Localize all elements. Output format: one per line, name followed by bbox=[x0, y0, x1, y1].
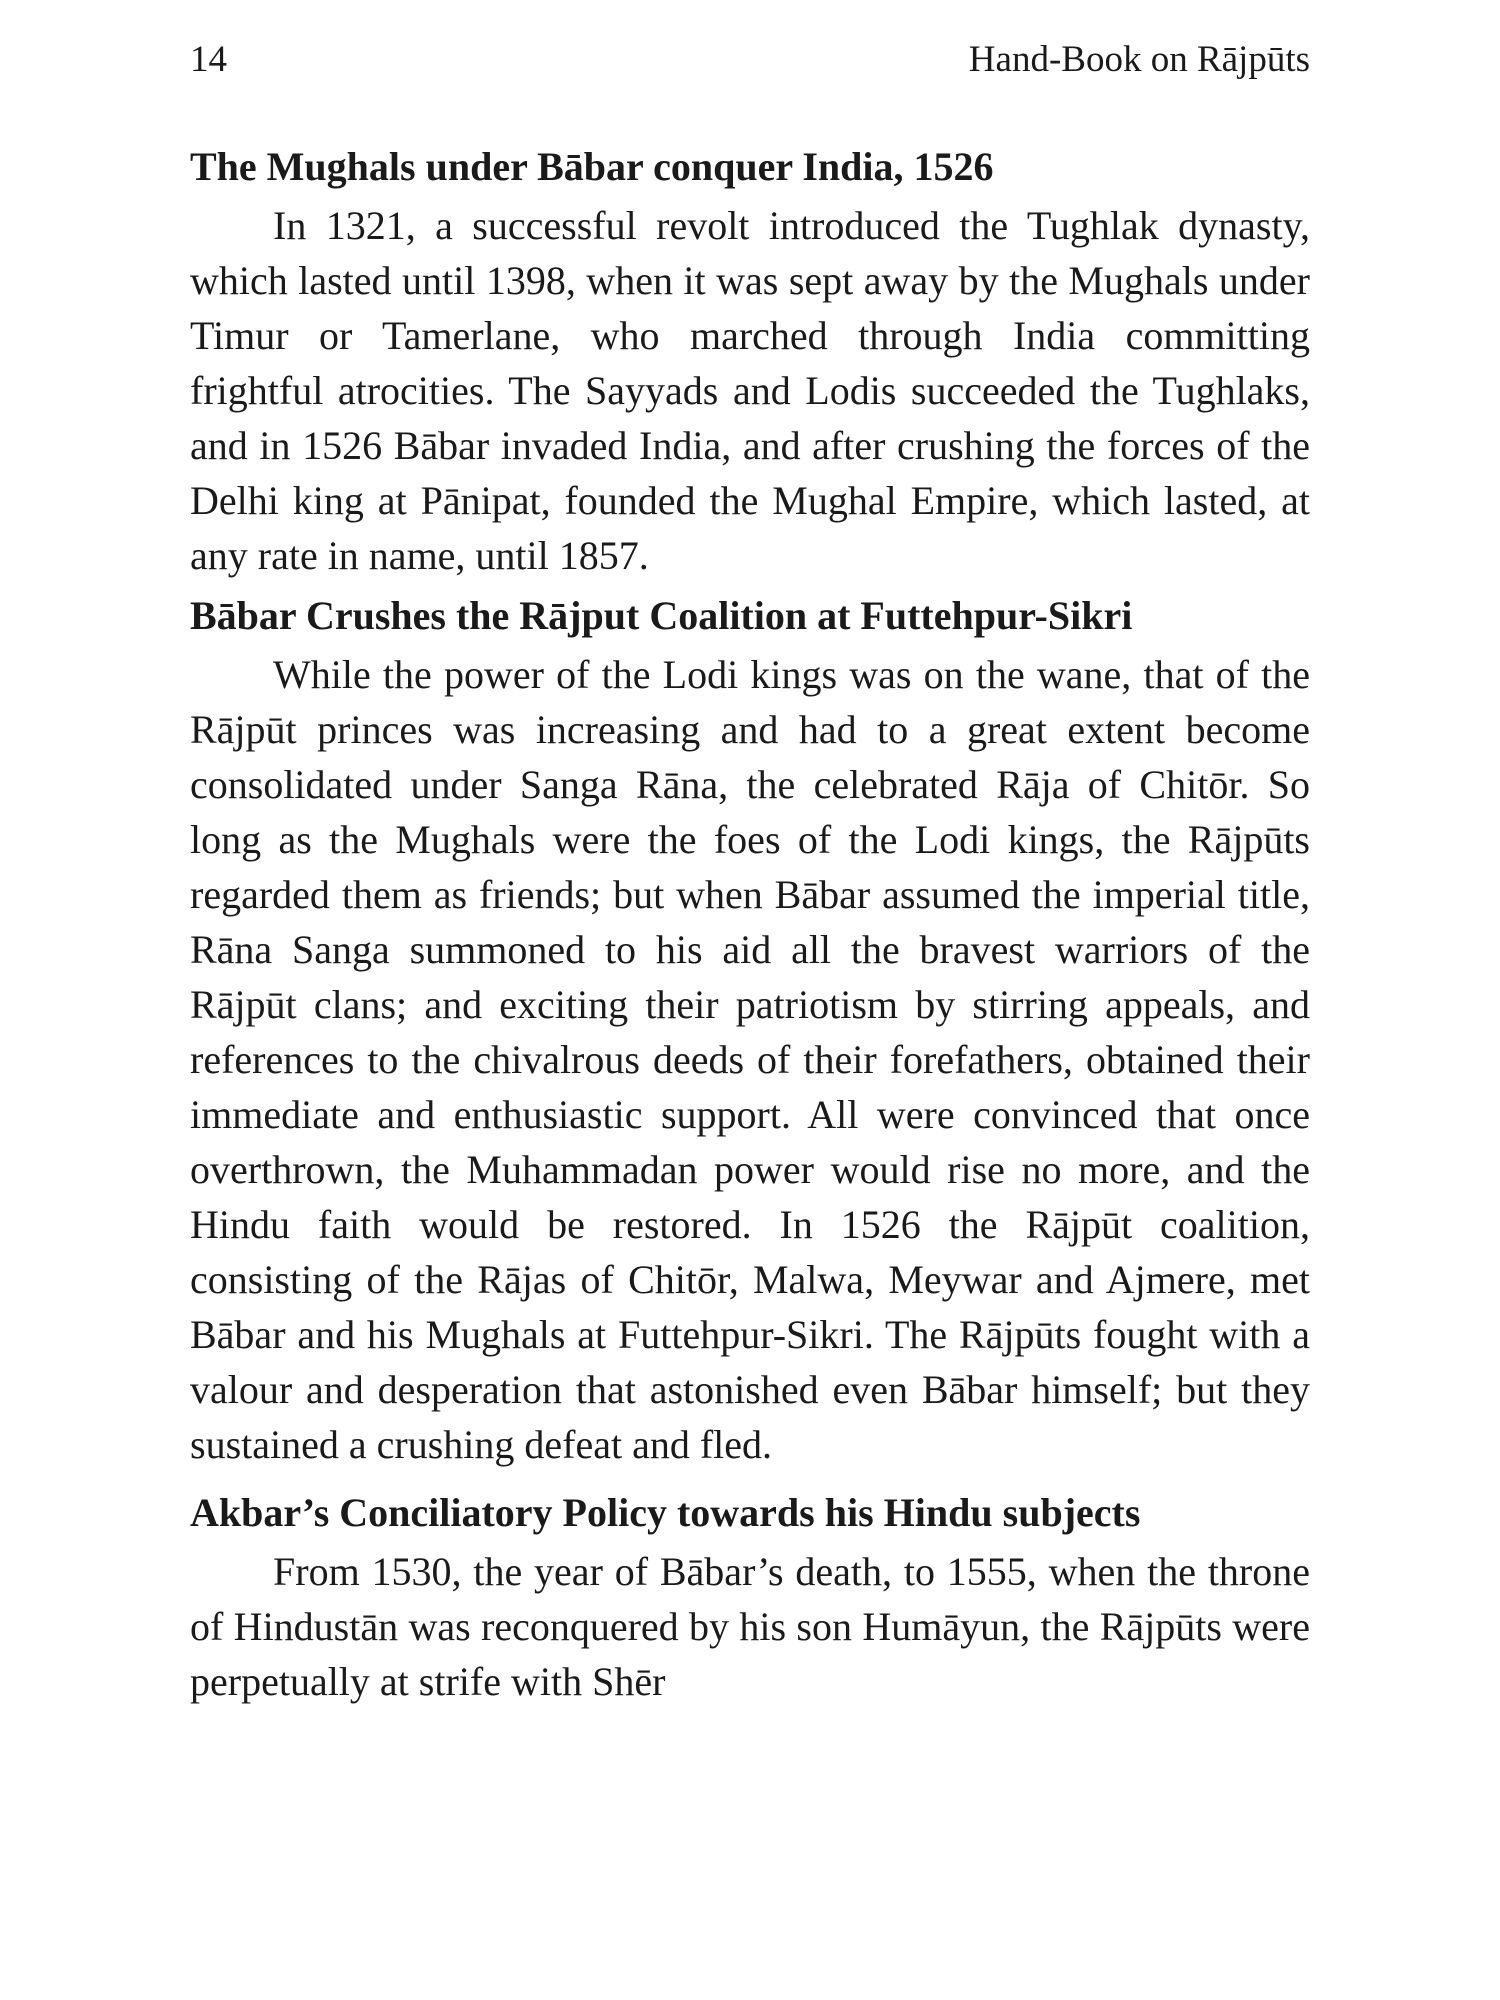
page-number: 14 bbox=[190, 39, 227, 80]
section-heading-rajput-coalition: Bābar Crushes the Rājput Coalition at Futtehpur-Sikri bbox=[190, 593, 1133, 638]
section-heading-babar-conquest: The Mughals under Bābar conquer India, 1526 bbox=[190, 144, 994, 189]
paragraph-rajput-coalition: While the power of the Lodi kings was on the wane, that of the Rājpūt princes was increasing and had to a great extent become consolidated under Sanga Rāna, the celebrated Rāja of Chitōr. So long as the Mughals were the foes of the Lodi kings, the Rājpūts regarded them as friends; but when Bābar assumed the imperial title, Rāna Sanga summoned to his aid all the bravest warriors of the Rājpūt clans; and exciting their patriotism by stirring appeals, and references to the chivalrous deeds of their forefathers, obtained their immediate and enthusiastic support. All were convinced that once overthrown, the Muhammadan power would rise no more, and the Hindu faith would be restored. In 1526 the Rājpūt coalition, consisting of the Rājas of Chitōr, Malwa, Meywar and Ajmere, met Bābar and his Mughals at Futtehpur-Sikri. The Rājpūts fought with a valour and desperation that astonished even Bābar himself; but they sustained a crushing defeat and fled. bbox=[190, 652, 1310, 1467]
paragraph-babar-conquest: In 1321, a successful revolt introduced the Tughlak dynasty, which lasted until 1398, when it was sept away by the Mughals under Timur or Tamerlane, who marched through India committing frightful atrocities. The Sayyads and Lodis succeeded the Tughlaks, and in 1526 Bābar invaded India, and after crushing the forces of the Delhi king at Pānipat, founded the Mughal Empire, which lasted, at any rate in name, until 1857. bbox=[190, 203, 1310, 578]
running-head bbox=[190, 30, 1310, 90]
book-page bbox=[190, 30, 1310, 1709]
running-title: Hand-Book on Rājpūts bbox=[968, 39, 1310, 80]
paragraph-akbar-policy: From 1530, the year of Bābar’s death, to 1555, when the throne of Hindustān was reconquered by his son Humāyun, the Rājpūts were perpetually at strife with Shēr bbox=[190, 1549, 1310, 1704]
section-heading-akbar-policy: Akbar’s Conciliatory Policy towards his Hindu subjects bbox=[190, 1490, 1141, 1535]
